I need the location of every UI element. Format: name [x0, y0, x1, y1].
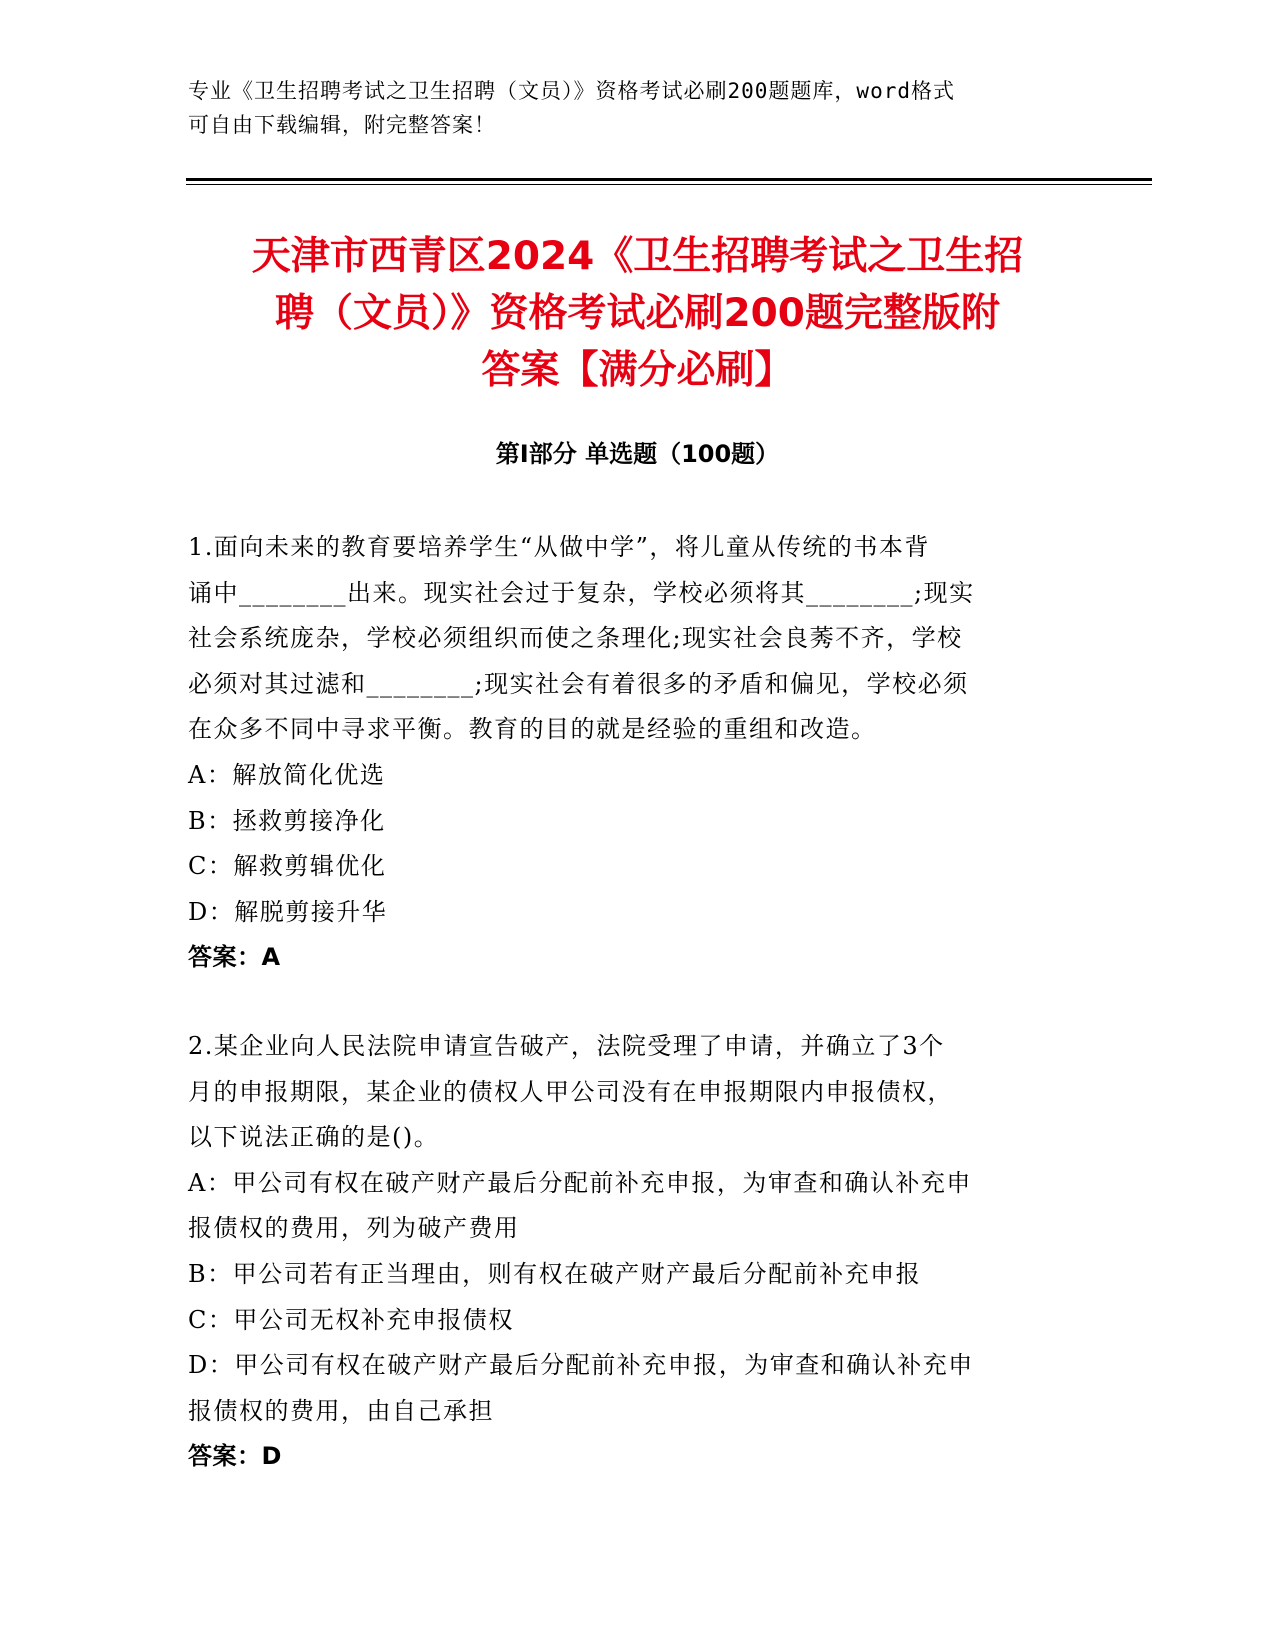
option-d: D：甲公司有权在破产财产最后分配前补充申报，为审查和确认补充申	[188, 1351, 974, 1380]
option-a: A：甲公司有权在破产财产最后分配前补充申报，为审查和确认补充申	[188, 1168, 972, 1197]
option-c: C：解救剪辑优化	[188, 852, 387, 881]
question-stem-line: 月的申报期限，某企业的债权人甲公司没有在申报期限内申报债权，	[188, 1077, 953, 1106]
option-a: A：解放简化优选	[188, 760, 386, 789]
question-stem-line: 以下说法正确的是()。	[188, 1123, 440, 1152]
header-note-line: 专业《卫生招聘考试之卫生招聘（文员）》资格考试必刷200题题库，word格式	[188, 79, 955, 103]
answer-label: 答案：A	[188, 943, 281, 972]
header-divider-thick	[186, 178, 1152, 181]
header-divider-thin	[186, 184, 1152, 185]
option-c: C：甲公司无权补充申报债权	[188, 1305, 514, 1334]
answer-label: 答案：D	[188, 1442, 282, 1471]
header-note	[188, 74, 1088, 142]
question-stem-line: 社会系统庞杂，学校必须组织而使之条理化;现实社会良莠不齐，学校	[188, 624, 963, 653]
question-stem-line: 诵中________出来。现实社会过于复杂，学校必须将其________;现实	[188, 578, 975, 607]
option-b: B：拯救剪接净化	[188, 806, 386, 835]
option-d: D：解脱剪接升华	[188, 897, 388, 926]
question-stem-line: 必须对其过滤和________;现实社会有着很多的矛盾和偏见，学校必须	[188, 669, 969, 698]
question-2	[188, 1024, 1088, 1480]
option-a-continued: 报债权的费用，列为破产费用	[188, 1214, 520, 1243]
question-stem-line: 2.某企业向人民法院申请宣告破产，法院受理了申请，并确立了3个	[188, 1032, 945, 1060]
header-note-line: 可自由下载编辑，附完整答案！	[188, 113, 496, 137]
option-b: B：甲公司若有正当理由，则有权在破产财产最后分配前补充申报	[188, 1259, 922, 1288]
question-stem-line: 在众多不同中寻求平衡。教育的目的就是经验的重组和改造。	[188, 715, 877, 744]
document-title-line: 答案【满分必刷】	[481, 348, 794, 393]
section-heading: 第I部分 单选题（100题）	[495, 440, 780, 468]
document-title-line: 天津市西青区2024《卫生招聘考试之卫生招	[251, 234, 1024, 279]
option-d-continued: 报债权的费用，由自己承担	[188, 1396, 494, 1425]
question-stem-line: 1.面向未来的教育要培养学生“从做中学”，将儿童从传统的书本背	[188, 533, 930, 561]
question-1	[188, 525, 1088, 981]
document-title	[150, 228, 1125, 399]
document-title-line: 聘（文员）》资格考试必刷200题完整版附	[275, 291, 1000, 336]
